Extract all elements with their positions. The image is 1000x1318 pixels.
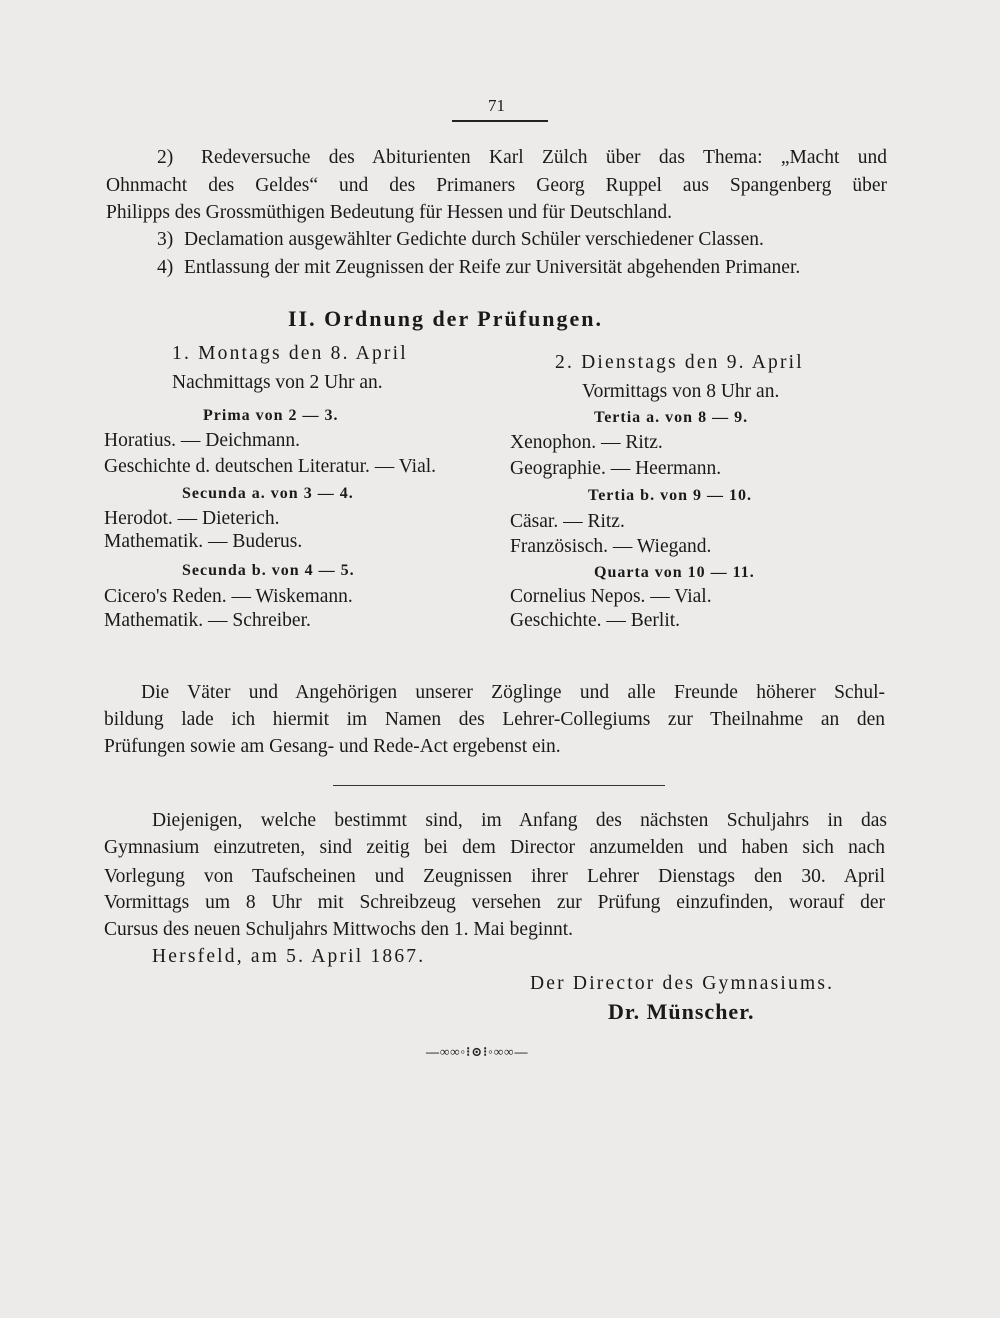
- class-tertia-a: Tertia a. von 8 — 9.: [594, 409, 749, 426]
- class-quarta: Quarta von 10 — 11.: [594, 564, 755, 581]
- exam-row: Französisch. — Wiegand.: [510, 536, 712, 557]
- place-date: Hersfeld, am 5. April 1867.: [152, 946, 426, 967]
- section-divider: [333, 785, 665, 786]
- exam-row: Cäsar. — Ritz.: [510, 511, 625, 532]
- exam-row: Geographie. — Heermann.: [510, 458, 722, 479]
- signature-title: Der Director des Gymnasiums.: [530, 973, 835, 994]
- item-2-text: Redeversuche des Abiturienten Karl Zülch über das Thema: „Macht und: [201, 147, 887, 168]
- notice-line-3: Vorlegung von Taufscheinen und Zeugnissen ihrer Lehrer Dienstags den 30. April: [104, 866, 885, 887]
- exam-row: Geschichte. — Berlit.: [510, 610, 681, 631]
- page-number: 71: [488, 96, 505, 115]
- notice-line-5: Cursus des neuen Schuljahrs Mittwochs den 1. Mai beginnt.: [104, 919, 574, 940]
- item-4-text: Entlassung der mit Zeugnissen der Reife zur Universität abgehenden Primaner.: [184, 257, 801, 278]
- exam-row: Xenophon. — Ritz.: [510, 432, 663, 453]
- exam-row: Geschichte d. deutschen Literatur. — Vial.: [104, 456, 437, 477]
- item-3-text: Declamation ausgewählter Gedichte durch Schüler verschiedener Classen.: [184, 229, 764, 250]
- day-tuesday: 2. Dienstags den 9. April: [555, 352, 804, 373]
- class-secunda-a: Secunda a. von 3 — 4.: [182, 485, 354, 502]
- exam-row: Mathematik. — Buderus.: [104, 531, 303, 552]
- notice-line-2: Gymnasium einzutreten, sind zeitig bei dem Director anzumelden und haben sich nach: [104, 837, 885, 858]
- time-tuesday: Vormittags von 8 Uhr an.: [582, 381, 780, 402]
- invitation-line-2: bildung lade ich hiermit im Namen des Lehrer-Collegiums zur Theilnahme an den: [104, 709, 885, 730]
- notice-line-4: Vormittags um 8 Uhr mit Schreibzeug versehen zur Prüfung einzufinden, worauf der: [104, 892, 885, 913]
- item-2-text-end: Philipps des Grossmüthigen Bedeutung für Hessen und für Deutschland.: [106, 202, 672, 223]
- item-3-number: 3): [157, 229, 174, 250]
- invitation-line-1: Die Väter und Angehörigen unserer Zöglinge und alle Freunde höherer Schul-: [141, 682, 885, 703]
- class-prima: Prima von 2 — 3.: [203, 407, 339, 424]
- item-4-number: 4): [157, 257, 174, 278]
- page-number-rule: [452, 120, 548, 122]
- exam-row: Herodot. — Dieterich.: [104, 508, 280, 529]
- class-tertia-b: Tertia b. von 9 — 10.: [588, 487, 752, 504]
- ornament-flourish: —∞∞◦⁝⊙⁝◦∞∞—: [426, 1044, 529, 1059]
- class-secunda-b: Secunda b. von 4 — 5.: [182, 562, 355, 579]
- exam-row: Cornelius Nepos. — Vial.: [510, 586, 712, 607]
- invitation-line-3: Prüfungen sowie am Gesang- und Rede-Act ergebenst ein.: [104, 736, 561, 757]
- signature-name: Dr. Münscher.: [608, 999, 755, 1024]
- exam-row: Mathematik. — Schreiber.: [104, 610, 311, 631]
- item-2-number: 2): [157, 147, 174, 168]
- exam-row: Horatius. — Deichmann.: [104, 430, 301, 451]
- exam-row: Cicero's Reden. — Wiskemann.: [104, 586, 353, 607]
- day-monday: 1. Montags den 8. April: [172, 343, 408, 364]
- time-monday: Nachmittags von 2 Uhr an.: [172, 372, 383, 393]
- notice-line-1: Diejenigen, welche bestimmt sind, im Anfang des nächsten Schuljahrs in das: [152, 810, 887, 831]
- item-2-text-cont: Ohnmacht des Geldes“ und des Primaners Georg Ruppel aus Spangenberg über: [106, 175, 887, 196]
- section-title: II. Ordnung der Prüfungen.: [288, 306, 604, 331]
